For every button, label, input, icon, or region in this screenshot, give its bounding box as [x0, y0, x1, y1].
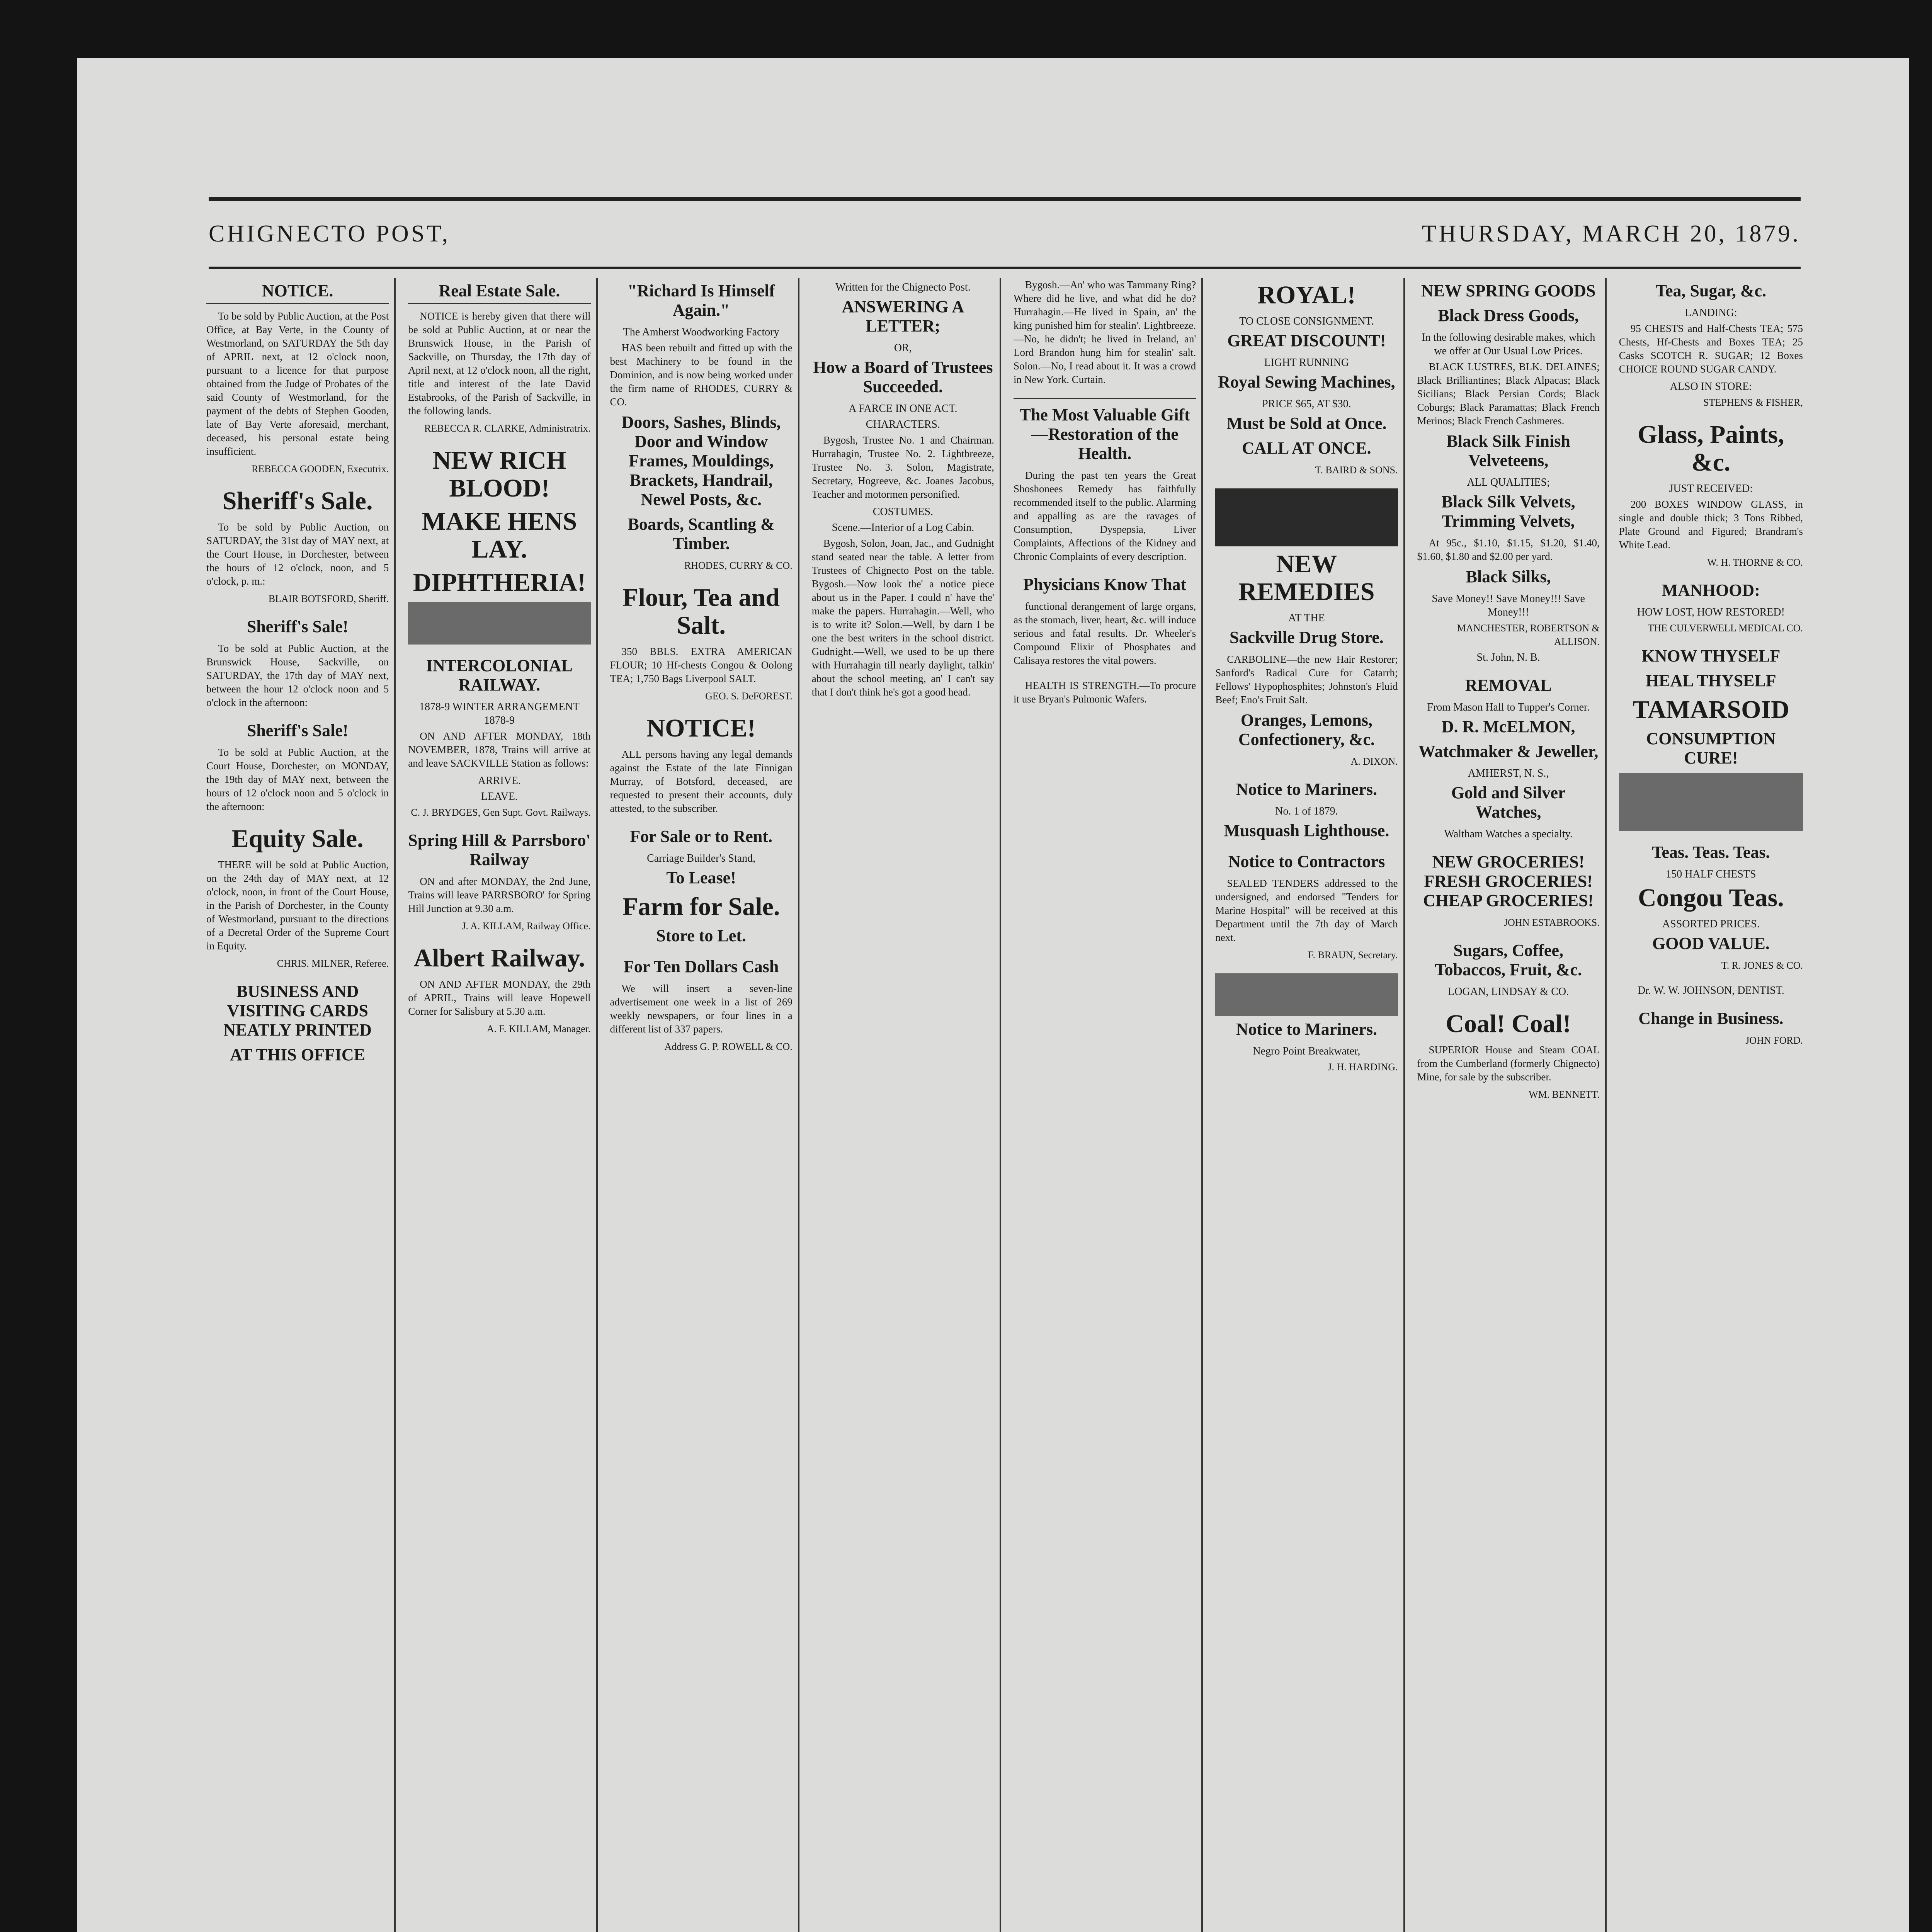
spring-goods-title: NEW SPRING GOODS — [1421, 281, 1596, 300]
column-7 — [1412, 278, 1607, 1932]
sheriff-sale-2-title: Sheriff's Sale! — [247, 617, 349, 636]
coat-of-arms-engraving — [1215, 973, 1398, 1016]
gold-watches: Gold and Silver Watches, — [1451, 783, 1566, 821]
notice-signature: REBECCA GOODEN, Executrix. — [251, 463, 389, 474]
albert-text: ON AND AFTER MONDAY, the 29th of APRIL, Trains will leave Hopewell Corner for Salisbury at 5.30 a.m. — [408, 978, 591, 1017]
change-business-title: Change in Business. — [1638, 1009, 1784, 1028]
jeweller-town: AMHERST, N. S., — [1468, 767, 1549, 779]
drug-store-ad — [1215, 488, 1398, 768]
story-farce: A FARCE IN ONE ACT. — [849, 403, 957, 415]
waltham-watches: Waltham Watches a specialty. — [1444, 828, 1573, 840]
change-business-ad — [1619, 1009, 1803, 1047]
sheriff-sale-3 — [206, 721, 389, 813]
store-title: Store to Let. — [656, 926, 746, 945]
spring-goods-ad — [1417, 281, 1600, 664]
issue-date: THURSDAY, MARCH 20, 1879. — [1422, 220, 1801, 247]
railway-title: INTERCOLONIAL RAILWAY. — [426, 656, 573, 694]
railway-signature: C. J. BRYDGES, Gen Supt. Govt. Railways. — [411, 807, 591, 818]
contractors-notice — [1215, 852, 1398, 962]
doors-heading: Doors, Sashes, Blinds, Door and Window Frames, Mouldings, Brackets, Handrail, Newel Posts, &c. — [621, 413, 781, 509]
physicians-text: functional derangement of large organs, as the stomach, liver, heart, &c. will induce serious and fatal results. Dr. Wheeler's Compound Elixir of Phosphates and Calisaya restores the vital powers. — [1014, 600, 1196, 666]
save-money: Save Money!! Save Money!!! Save Money!!! — [1432, 593, 1585, 618]
mariners-title: Notice to Mariners. — [1236, 780, 1378, 799]
equity-sale-text: THERE will be sold at Public Auction, on the 24th day of MAY next, at 12 o'clock, noon, in front of the Court House, in the Parish of Dorchester, in the County of Westmorland, pursuant to the directions of a Decretal Order of the Supreme Court in Equity. — [206, 859, 389, 952]
consumption-cure: CONSUMPTION CURE! — [1646, 729, 1776, 767]
factory-signature: RHODES, CURRY & CO. — [684, 560, 793, 571]
sheriff-sale-1-text: To be sold by Public Auction, on SATURDAY, the 31st day of MAY next, at the Court House, in Dorchester, between the hours of 12 o'clock, noon, and 5 o'clock, p. m.: — [206, 521, 389, 587]
hens-lay-headline: MAKE HENS LAY. — [422, 507, 577, 563]
royal-signature: T. BAIRD & SONS. — [1315, 464, 1398, 476]
valuable-gift-article — [1014, 405, 1196, 563]
musquash-heading: Musquash Lighthouse. — [1224, 821, 1389, 840]
railway-leave: LEAVE. — [481, 791, 518, 803]
jeweller-trade: Watchmaker & Jeweller, — [1418, 742, 1599, 761]
know-thyself: KNOW THYSELF — [1641, 646, 1781, 665]
real-estate-title: Real Estate Sale. — [408, 281, 590, 304]
spring-hill-title: Spring Hill & Parrsboro' Railway — [408, 831, 591, 869]
railway-arrive: ARRIVE. — [478, 775, 521, 787]
removal-sub: From Mason Hall to Tupper's Corner. — [1427, 701, 1590, 713]
royal-discount: GREAT DISCOUNT! — [1227, 331, 1386, 350]
tea-sugar-ad — [1619, 281, 1803, 409]
sheriff-sale-2 — [206, 617, 389, 709]
carriage-stand: Carriage Builder's Stand, — [647, 852, 756, 864]
manhood-title: MANHOOD: — [1662, 581, 1760, 600]
manhood-ad — [1619, 581, 1803, 635]
story-or: OR, — [894, 342, 912, 354]
oranges-heading: Oranges, Lemons, Confectionery, &c. — [1238, 711, 1375, 749]
story-scene: Scene.—Interior of a Log Cabin. — [832, 522, 975, 534]
sheriff-sale-1 — [206, 487, 389, 605]
glass-text: 200 BOXES WINDOW GLASS, in single and double thick; 3 Tons Ribbed, Plate Ground and Figured; Brandram's White Lead. — [1619, 498, 1803, 551]
congou-title: Congou Teas. — [1638, 884, 1784, 912]
dentist-ad — [1619, 984, 1803, 997]
valuable-gift-title: The Most Valuable Gift—Restoration of the Health. — [1019, 405, 1190, 463]
glass-title: Glass, Paints, &c. — [1638, 420, 1784, 476]
silks-heading: Black Silks, — [1466, 567, 1551, 586]
dress-goods-sub: In the following desirable makes, which we offer at Our Usual Low Prices. — [1421, 332, 1595, 357]
mariners-2-signature: J. H. HARDING. — [1328, 1061, 1398, 1073]
equity-sale-signature: CHRIS. MILNER, Referee. — [277, 958, 389, 969]
ten-dollars-signature: Address G. P. ROWELL & CO. — [664, 1041, 793, 1052]
sugars-ad — [1417, 941, 1600, 998]
column-2 — [403, 278, 597, 1932]
factory-text: HAS been rebuilt and fitted up with the best Machinery to be found in the Dominion, and is now being worked under the firm name of RHODES, CURRY & CO. — [610, 342, 793, 408]
dentist-title: Dr. W. W. JOHNSON, DENTIST. — [1637, 985, 1784, 997]
ten-dollars-text: We will insert a seven-line advertisement one week in a list of 269 weekly newspapers, or four lines in a different list of 337 papers. — [610, 983, 793, 1035]
velvet-prices: At 95c., $1.10, $1.15, $1.20, $1.40, $1.60, $1.80 and $2.00 per yard. — [1417, 537, 1600, 562]
divider — [1014, 398, 1196, 399]
remedies-headline: NEW REMEDIES — [1238, 550, 1375, 606]
printing-ad-office: AT THIS OFFICE — [230, 1045, 365, 1064]
paper-name: CHIGNECTO POST, — [209, 220, 451, 247]
royal-machines: Royal Sewing Machines, — [1218, 372, 1395, 391]
good-value: GOOD VALUE. — [1652, 934, 1770, 953]
column-8 — [1614, 278, 1808, 1932]
flour-tea-salt — [610, 584, 793, 703]
column-5 — [1008, 278, 1203, 1932]
sugars-title: Sugars, Coffee, Tobaccos, Fruit, &c. — [1435, 941, 1582, 979]
health-text: HEALTH IS STRENGTH.—To procure it use Bryan's Pulmonic Wafers. — [1014, 680, 1196, 705]
sheriff-sale-3-title: Sheriff's Sale! — [247, 721, 349, 740]
mariners-notice-2 — [1215, 973, 1398, 1074]
ten-dollars-title: For Ten Dollars Cash — [623, 957, 779, 976]
story-dialogue-continued: Bygosh.—An' who was Tammany Ring? Where did he live, and what did he do? Hurrahagin.—He lived in Spain, an' the king punished him for stealin'. Lightbreeze.—No, he didn't; he lived in Ireland, an' Lord Brandon hung him for stealin' salt. Solon.—No, I read about it. It was a crowd in New York. Curtain. — [1014, 279, 1196, 385]
printing-ad — [206, 982, 389, 1065]
contractors-signature: F. BRAUN, Secretary. — [1308, 949, 1398, 961]
sheriff-sale-1-signature: BLAIR BOTSFORD, Sheriff. — [268, 593, 389, 604]
railway-subtitle: 1878-9 WINTER ARRANGEMENT 1878-9 — [419, 701, 580, 726]
royal-sold: Must be Sold at Once. — [1226, 414, 1387, 433]
spring-hill-signature: J. A. KILLAM, Railway Office. — [462, 920, 591, 932]
boards-heading: Boards, Scantling & Timber. — [628, 515, 775, 553]
real-estate-sale — [408, 281, 590, 435]
intercolonial-railway — [408, 656, 590, 819]
health-article — [1014, 679, 1196, 706]
all-qualities: ALL QUALITIES; — [1467, 476, 1550, 488]
printing-ad-text: BUSINESS AND VISITING CARDS NEATLY PRINTED — [223, 982, 372, 1039]
removal-title: REMOVAL — [1465, 676, 1552, 695]
sheriff-sale-1-title: Sheriff's Sale. — [222, 487, 373, 515]
drug-store-signature: A. DIXON. — [1350, 756, 1398, 767]
physicians-title: Physicians Know That — [1023, 575, 1187, 594]
valuable-gift-text: During the past ten years the Great Shoshonees Remedy has faithfully recommended itself to the public. Alarming and appalling as are the ravages of Consumption, Dyspepsia, Liver Complaints, Affections of the Kidney and Chronic Complaints of every description. — [1014, 469, 1196, 562]
contractors-text: SEALED TENDERS addressed to the undersigned, and endorsed "Tenders for Marine Hospital" will be received at this Department until the 7th day of March next. — [1215, 878, 1398, 943]
sheriff-sale-3-text: To be sold at Public Auction, at the Court House, Dorchester, on MONDAY, the 19th day of MAY next, between the hours of 12 o'clock noon and 5 o'clock in the afternoon: — [206, 747, 389, 812]
story-characters-label: CHARACTERS. — [866, 418, 940, 430]
drug-store-name: Sackville Drug Store. — [1229, 628, 1384, 647]
royal-consign: TO CLOSE CONSIGNMENT. — [1239, 315, 1374, 327]
tea-sugar-title: Tea, Sugar, &c. — [1655, 281, 1767, 300]
royal-sewing-ad — [1215, 281, 1398, 477]
ten-dollars-ad — [610, 957, 793, 1053]
farce-story-continued — [1014, 278, 1196, 386]
royal-call: CALL AT ONCE. — [1242, 439, 1371, 457]
royal-price: PRICE $65, AT $30. — [1262, 398, 1351, 410]
lease-title: To Lease! — [666, 868, 736, 887]
royal-light: LIGHT RUNNING — [1264, 357, 1349, 369]
half-chests: 150 HALF CHESTS — [1666, 868, 1756, 880]
estate-notice-title: NOTICE! — [646, 714, 756, 742]
real-estate-text: NOTICE is hereby given that there will be sold at Public Auction, at or near the Brunswick House, in the Parish of Sackville, on Thursday, the 17th day of April next, at 12 o'clock noon, all the right, title and interest of the late David Estabrooks, of the Parish of Sackville, in the following lands. — [408, 310, 591, 417]
tea-landing: LANDING: — [1685, 307, 1737, 319]
spring-goods-signature: MANCHESTER, ROBERTSON & ALLISON. — [1457, 622, 1600, 647]
column-4 — [806, 278, 1001, 1932]
manhood-signature: THE CULVERWELL MEDICAL CO. — [1648, 622, 1803, 634]
heal-thyself: HEAL THYSELF — [1645, 671, 1776, 690]
congou-teas-ad — [1619, 843, 1803, 972]
story-title: ANSWERING A LETTER; — [842, 297, 964, 335]
sale-rent-title: For Sale or to Rent. — [630, 827, 772, 846]
flour-title: Flour, Tea and Salt. — [622, 583, 780, 639]
change-business-signature: JOHN FORD. — [1745, 1035, 1803, 1046]
drug-store-text: CARBOLINE—the new Hair Restorer; Sanford's Radical Cure for Catarrh; Fellows' Hypophosphites; Johnston's Fluid Beef; Eno's Fruit Salt. — [1215, 653, 1398, 706]
tea-in-store: ALSO IN STORE: — [1670, 381, 1752, 393]
woodworking-factory — [610, 281, 793, 572]
story-dialogue: Bygosh, Solon, Joan, Jac., and Gudnight stand seated near the table. A letter from Trustees of Chignecto Post on the table. Bygosh.—Now look the' a notice piece about us in the Paper. I could n' have the' make the papers. Hurrahagin.—Well, who is to write it? Solon.—Well, by darn I be one the best writers in the school district. Gudnight.—Well, we used to be up there with Hurrahagin till nearly daylight, talkin' about the school meeting, an' I can't say that I don't think he's got a good head. — [811, 537, 994, 698]
rich-blood-headline: NEW RICH BLOOD! — [432, 446, 566, 502]
tamarsoid-title: TAMARSOID — [1632, 696, 1789, 724]
dress-goods-title: Black Dress Goods, — [1438, 306, 1579, 325]
story-cast: Bygosh, Trustee No. 1 and Chairman. Hurrahagin, Trustee No. 2. Lightbreeze, Trustee No. 3. Solon, Magistrate, Secretary, Hogreeve, &c. Joanes Jacobus, Teacher and motormen personified. — [811, 434, 994, 500]
spring-hill-text: ON and after MONDAY, the 2nd June, Trains will leave PARRSBORO' for Spring Hill Junction at 9.30 a.m. — [408, 876, 591, 914]
column-1 — [201, 278, 396, 1932]
glass-paints-ad — [1619, 421, 1803, 569]
spring-goods-city: St. John, N. B. — [1476, 651, 1540, 663]
farm-title: Farm for Sale. — [622, 893, 780, 921]
notice-title: NOTICE. — [206, 281, 389, 304]
teas-title: Teas. Teas. Teas. — [1652, 843, 1770, 862]
sugars-signature: LOGAN, LINDSAY & CO. — [1448, 986, 1569, 998]
sheriff-sale-2-text: To be sold at Public Auction, at the Brunswick House, Sackville, on SATURDAY, the 17th day of MAY next, between the hour 12 o'clock noon and 5 o'clock in the afternoon: — [206, 643, 389, 708]
flour-signature: GEO. S. DeFOREST. — [705, 690, 793, 702]
velvets-heading: Black Silk Velvets, Trimming Velvets, — [1441, 492, 1575, 531]
remedies-at: AT THE — [1288, 612, 1325, 624]
estate-notice-text: ALL persons having any legal demands against the Estate of the late Finnigan Murray, of Botsford, deceased, are requested to present their accounts, duly attested, to the subscriber. — [610, 748, 793, 814]
equity-sale-title: Equity Sale. — [231, 825, 364, 853]
coal-signature: WM. BENNETT. — [1529, 1089, 1600, 1100]
lustres-list: BLACK LUSTRES, BLK. DELAINES; Black Brilliantines; Black Alpacas; Black Sicilians; Black Persian Cords; Black Coburgs; Black Paramattas; Black French Merinos; Black French Cashmeres. — [1417, 361, 1600, 427]
story-written-for: Written for the Chignecto Post. — [835, 281, 971, 293]
spring-hill-railway — [408, 831, 590, 933]
tea-list: 95 CHESTS and Half-Chests TEA; 575 Chests, Hf-Chests and Boxes TEA; 25 Casks SCOTCH R. SUGAR; 12 Boxes CHOICE ROUND SUGAR CANDY. — [1619, 323, 1803, 375]
flour-text: 350 BBLS. EXTRA AMERICAN FLOUR; 10 Hf-chests Congou & Oolong TEA; 1,750 Bags Liverpool SALT. — [610, 646, 793, 684]
jeweller-ad — [1417, 676, 1600, 841]
equity-sale — [206, 825, 389, 970]
manhood-sub: HOW LOST, HOW RESTORED! — [1637, 606, 1785, 618]
negro-point: Negro Point Breakwater, — [1253, 1045, 1361, 1057]
patent-medicine-ads — [408, 447, 590, 645]
estate-notice — [610, 714, 793, 815]
physicians-article — [1014, 575, 1196, 667]
real-estate-signature: REBECCA R. CLARKE, Administratrix. — [424, 423, 591, 434]
train-engraving — [408, 602, 590, 645]
classified-ads — [610, 827, 793, 946]
portrait-engraving — [1619, 773, 1803, 831]
albert-railway — [408, 944, 590, 1036]
richard-headline: "Richard Is Himself Again." — [627, 281, 775, 320]
notice-text: To be sold by Public Auction, at the Post Office, at Bay Verte, in the County of Westmorland, on SATURDAY the 5th day of APRIL next, at 12 o'clock noon, pursuant to a licence for that purpose obtained from the Judge of Probates of the said County of Westmorland, for the payment of the debts of Stephen Gooden, late of Bay Verte aforesaid, merchant, deceased, his personal estate being insufficient. — [206, 310, 389, 457]
column-3 — [605, 278, 799, 1932]
mariners-notice — [1215, 780, 1398, 840]
groceries-signature: JOHN ESTABROOKS. — [1503, 917, 1600, 928]
assorted-prices: ASSORTED PRICES. — [1662, 918, 1760, 930]
groceries-title: NEW GROCERIES! FRESH GROCERIES! CHEAP GROCERIES! — [1423, 852, 1594, 910]
farce-story — [812, 281, 994, 699]
albert-title: Albert Railway. — [413, 944, 585, 972]
royal-headline: ROYAL! — [1257, 281, 1356, 309]
mariners-2-title: Notice to Mariners. — [1236, 1020, 1378, 1039]
tamarsoid-ad — [1619, 646, 1803, 831]
notice-ad — [206, 281, 389, 476]
factory-name: The Amherst Woodworking Factory — [623, 326, 779, 338]
diphtheria-headline: DIPHTHERIA! — [413, 568, 586, 597]
columns — [201, 278, 1808, 1932]
mariners-number: No. 1 of 1879. — [1275, 805, 1338, 817]
groceries-ad — [1417, 852, 1600, 929]
albert-signature: A. F. KILLAM, Manager. — [486, 1023, 591, 1034]
newspaper-page — [77, 58, 1909, 1932]
coal-text: SUPERIOR House and Steam COAL from the Cumberland (formerly Chignecto) Mine, for sale by the subscriber. — [1417, 1044, 1600, 1083]
mortar-pestle-engraving — [1215, 488, 1398, 546]
tea-signature: STEPHENS & FISHER, — [1703, 397, 1803, 408]
congou-signature: T. R. JONES & CO. — [1721, 960, 1803, 971]
velveteens-heading: Black Silk Finish Velveteens, — [1446, 432, 1570, 470]
story-subtitle: How a Board of Trustees Succeeded. — [813, 358, 993, 396]
glass-signature: W. H. THORNE & CO. — [1707, 557, 1803, 568]
coal-title: Coal! Coal! — [1446, 1010, 1571, 1038]
column-6 — [1210, 278, 1405, 1932]
jeweller-name: D. R. McELMON, — [1441, 717, 1575, 736]
railway-text: ON AND AFTER MONDAY, 18th NOVEMBER, 1878, Trains will arrive at and leave SACKVILLE Station as follows: — [408, 730, 591, 769]
story-costumes-label: COSTUMES. — [872, 506, 934, 518]
contractors-title: Notice to Contractors — [1228, 852, 1385, 871]
masthead — [209, 197, 1801, 269]
coal-ad — [1417, 1010, 1600, 1101]
glass-received: JUST RECEIVED: — [1669, 483, 1753, 495]
